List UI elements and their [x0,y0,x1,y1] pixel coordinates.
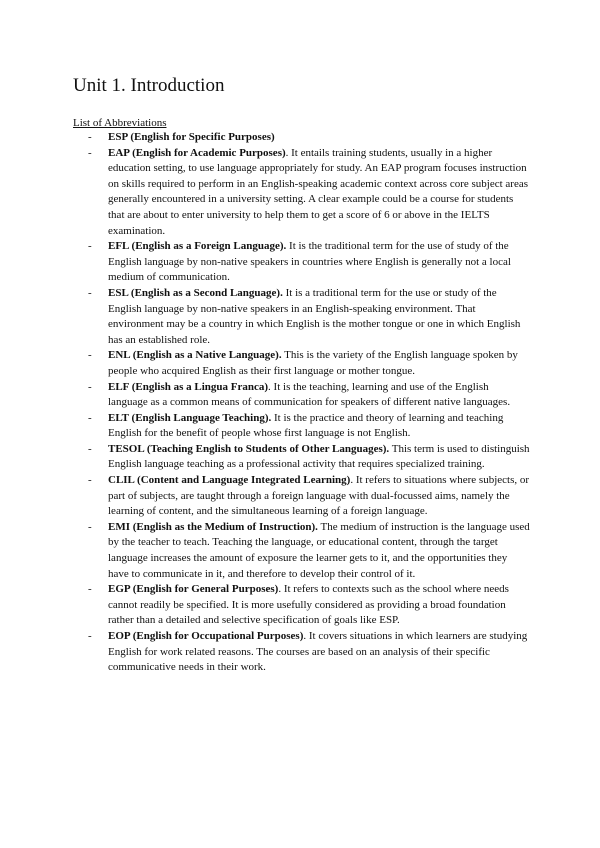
list-item-elf [88,380,530,411]
bullet-dash: - [88,442,92,455]
list-item-esp [88,130,530,146]
abbreviation-term: EFL (English as a Foreign Language). [108,240,287,253]
bullet-dash: - [88,630,92,642]
bullet-dash: - [88,380,92,393]
list-item-esl [88,286,530,348]
abbreviation-definition: It is the practice and theory of learning and teaching English for the benefit of people whose first language is not English. [108,411,504,440]
bullet-dash: - [88,286,92,299]
list-item-eop [88,629,530,676]
abbreviation-term: ENL (English as a Native Language). [108,349,282,362]
bullet-dash: - [88,474,92,487]
abbreviation-term: EAP (English for Academic Purposes) [108,146,286,159]
bullet-dash: - [88,411,92,424]
abbreviation-term: EOP (English for Occupational Purposes) [108,630,304,642]
list-item-egp [88,582,530,629]
list-item-emi [88,520,530,582]
abbreviation-definition: . It entails training students, usually in a higher education setting, to use language appropriately for study. An EAP program focuses instruction on skills required to perform in an English-speaking academic context across core subject areas generally encountered in a university setting. A clear example could be a course for students that are about to enter university to help them to get a score of 6 or above in the IELTS examination. [108,146,528,237]
abbreviation-definition: This term is used to distinguish English language teaching as a professional activity that requires specialized training. [108,442,530,471]
abbreviation-term: ELT (English Language Teaching). [108,411,272,424]
abbreviation-term: TESOL (Teaching English to Students of Other Languages). [108,442,390,455]
abbreviation-definition: The medium of instruction is the language used by the teacher to teach. Teaching the language, or educational content, through the target language increases the amount of exposure the learner gets to it, and the opportunities they have to communicate in it, and therefore to develop their control of it. [108,520,530,580]
list-item-elt [88,411,530,442]
list-item-efl [88,239,530,286]
list-item-tesol [88,442,530,473]
bullet-dash: - [88,583,92,596]
abbreviation-definition: . It is the teaching, learning and use of the English language as a common means of communication for speakers of different native languages. [108,380,511,409]
abbreviation-term: ELF (English as a Lingua Franca) [108,380,269,393]
abbreviation-definition: This is the variety of the English language spoken by people who acquired English as their first language or mother tongue. [108,349,518,377]
list-item-enl [88,348,530,379]
abbreviation-definition: . It covers situations in which learners are studying English for work related reasons. The courses are based on an analysis of their specific communicative needs in their work. [108,630,528,674]
list-item-eap [88,146,530,240]
abbreviation-term: EMI (English as the Medium of Instruction). [108,520,318,533]
page-title: Unit 1. Introduction [73,75,225,96]
bullet-dash: - [88,146,92,159]
abbreviation-definition: . It refers to contexts such as the school where needs cannot readily be specified. It is more usefully considered as providing a broad foundation rather than a detailed and selective specification of goals like ESP. [108,583,509,627]
list-item-clil [88,473,530,520]
abbreviation-term: CLIL (Content and Language Integrated Learning) [108,474,351,487]
abbreviation-term: ESP (English for Specific Purposes) [108,131,275,143]
abbreviation-definition: It is a traditional term for the use or study of the English language by non-native speakers in an English-speaking environment. That environment may be a country in which English is the mother tongue or one in which English has an established role. [108,286,521,346]
bullet-dash: - [88,349,92,362]
abbreviation-term: EGP (English for General Purposes) [108,583,279,596]
abbreviation-definition: . It refers to situations where subjects, or part of subjects, are taught through a foreign language with dual-focussed aims, namely the learning of content, and the simultaneous learning of a foreign language. [108,474,530,518]
abbreviation-definition: It is the traditional term for the use of study of the English language by non-native speakers in countries where English is generally not a local medium of communication. [108,240,511,284]
list-heading: List of Abbreviations [73,117,167,129]
abbreviation-list [88,130,530,676]
bullet-dash: - [88,520,92,533]
bullet-dash: - [88,131,92,143]
abbreviation-term: ESL (English as a Second Language). [108,286,283,299]
bullet-dash: - [88,240,92,253]
